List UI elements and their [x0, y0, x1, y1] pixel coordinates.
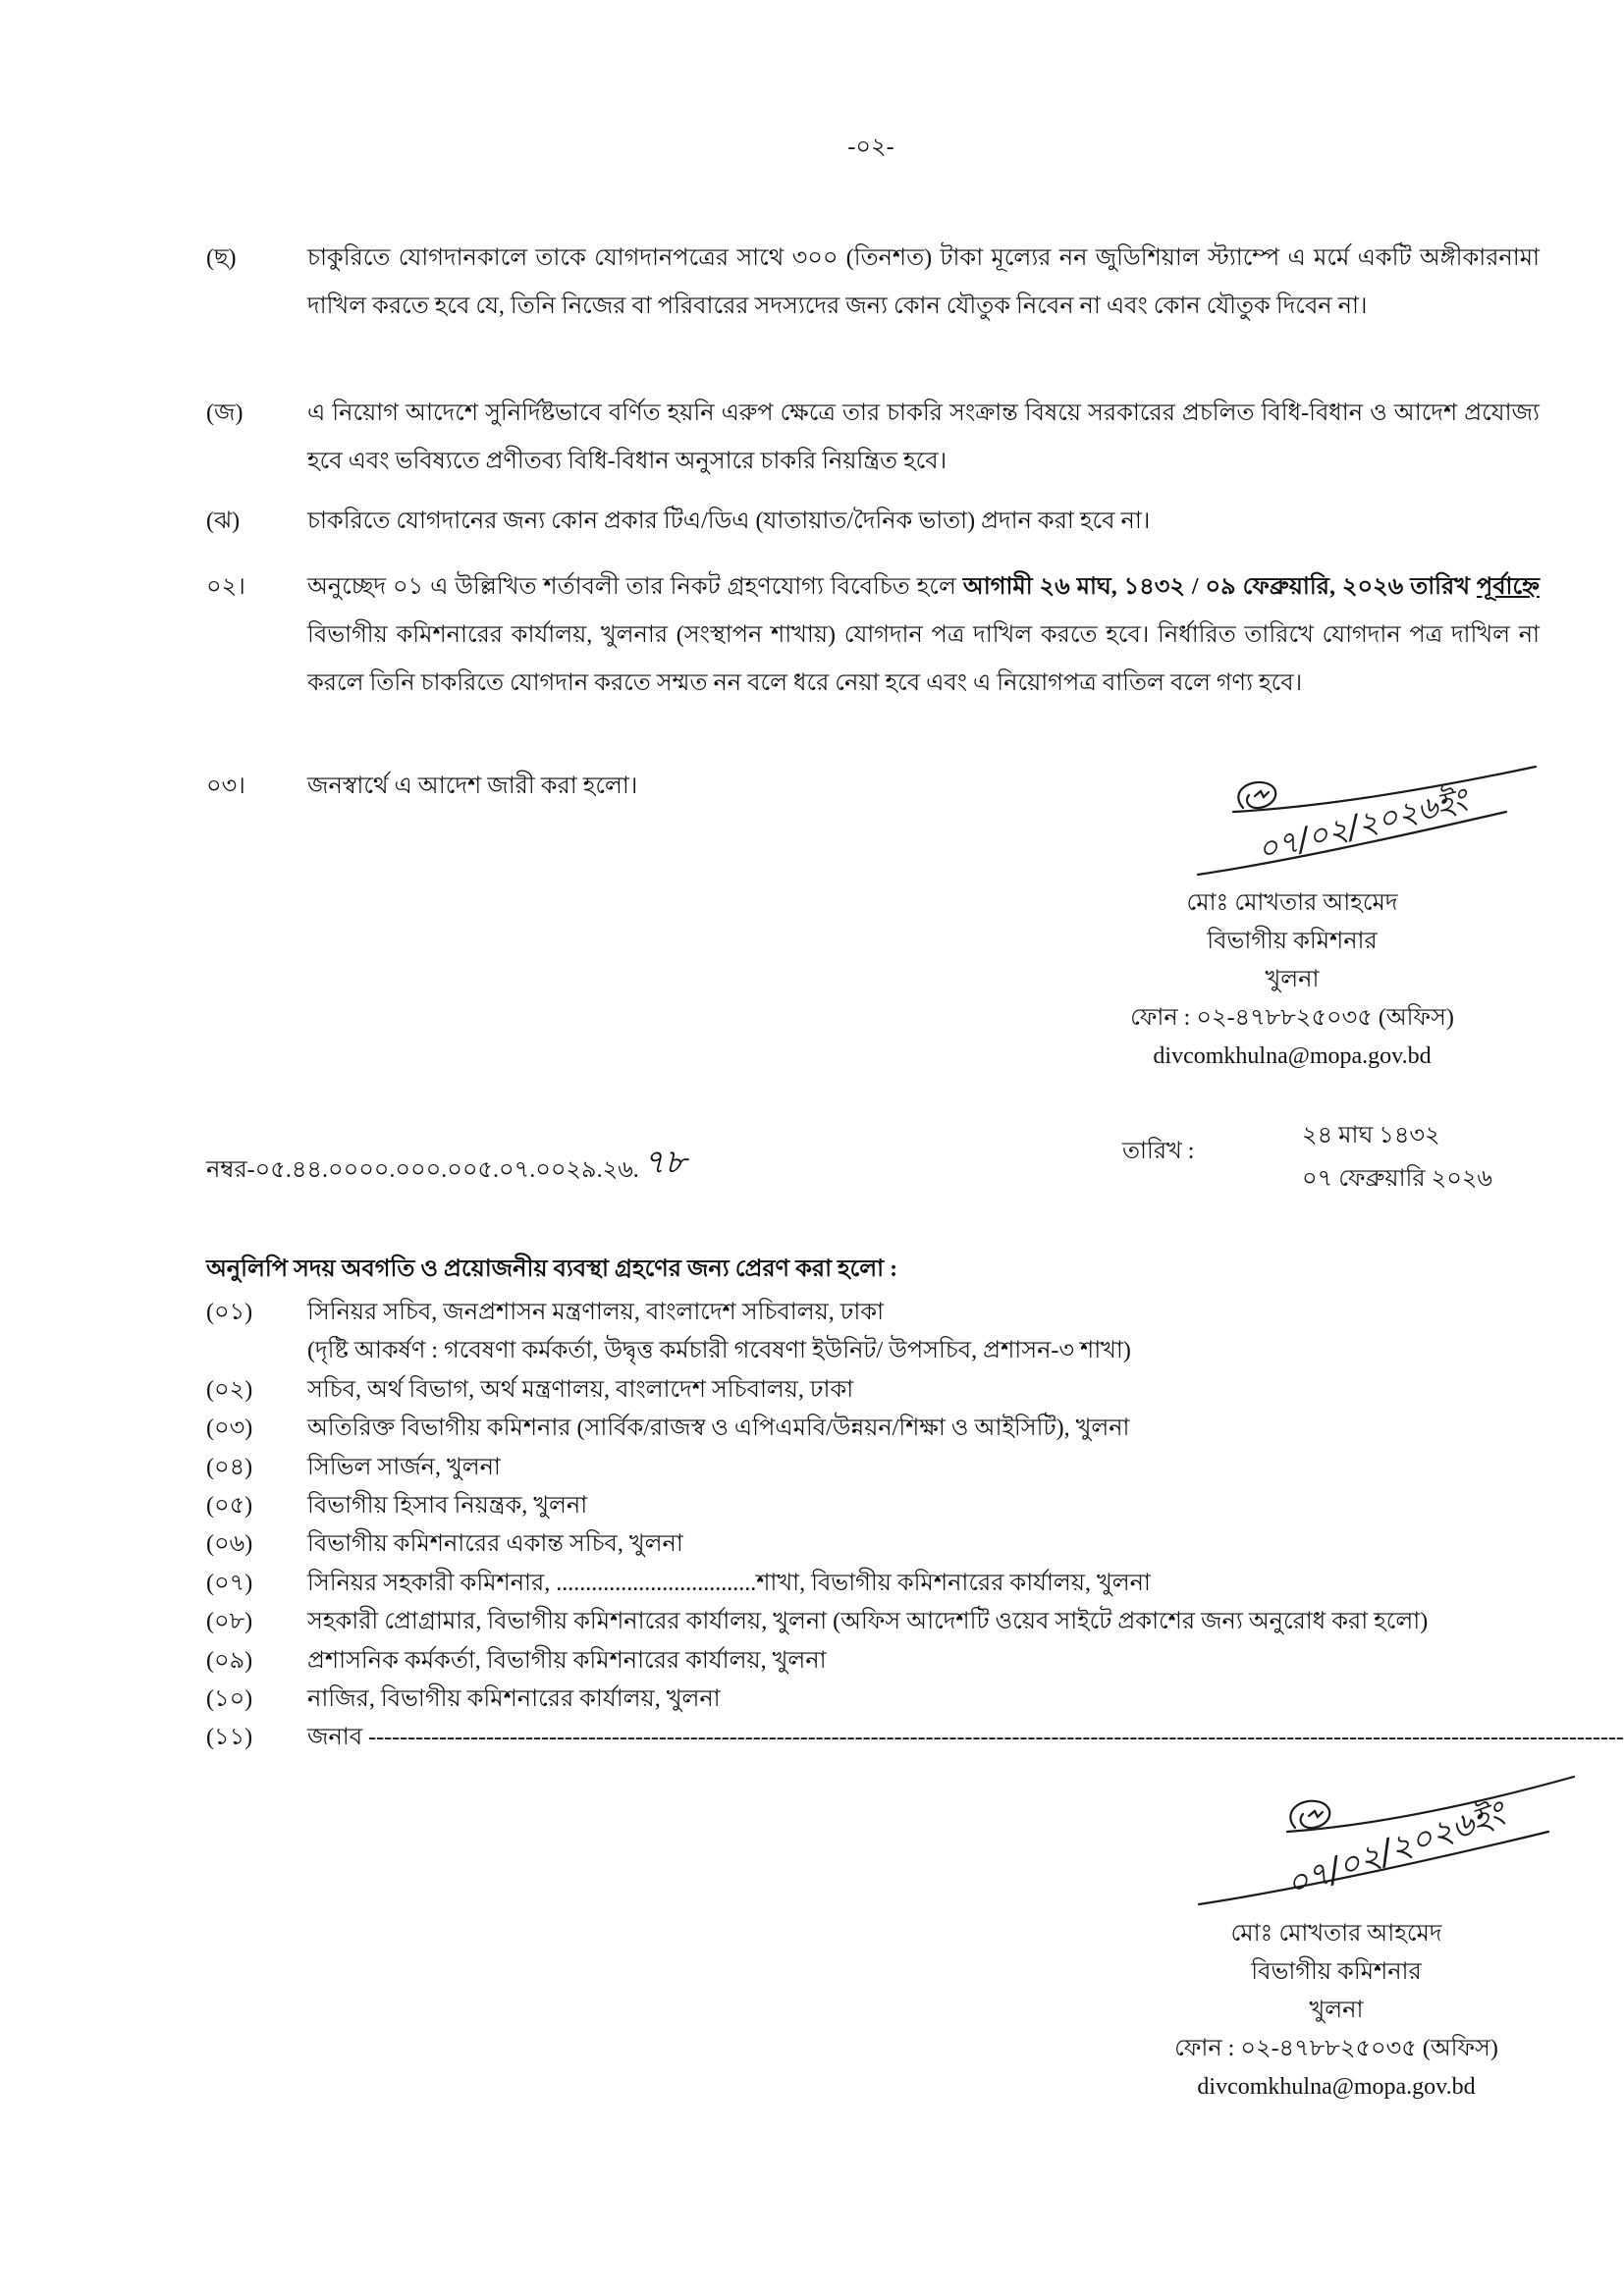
- copy-item-blank-line: ----------------------------------------------------------------------------------------------------------------------------------------------------------------: [368, 1725, 1624, 1751]
- copy-item-text: সিনিয়র সচিব, জনপ্রশাসন মন্ত্রণালয়, বাংলাদেশ সচিবালয়, ঢাকা: [307, 1300, 885, 1325]
- condition-text: এ নিয়োগ আদেশে সুনির্দিষ্টভাবে বর্ণিত হয়নি এরুপ ক্ষেত্রে তার চাকরি সংক্রান্ত বিষয়ে সরকারের প্রচলিত বিধি-বিধান ও আদেশ প্রযোজ্য হবে এবং ভবিষ্যতে প্রণীতব্য বিধি-বিধান অনুসারে চাকরি নিয়ন্ত্রিত হবে।: [307, 400, 1540, 474]
- signatory-phone: ফোন : ০২-৪৭৮৮২৫০৩৫ (অফিস): [1130, 1005, 1454, 1031]
- page-number: -০২-: [847, 134, 894, 160]
- copy-item-label: (০৮): [206, 1609, 253, 1635]
- condition-label: (জ): [206, 400, 244, 426]
- copy-item-label: (০৪): [206, 1454, 253, 1480]
- copy-item: [206, 1371, 1540, 1410]
- copy-item-label: (০১): [206, 1300, 253, 1325]
- copy-item-label: (০৫): [206, 1493, 253, 1520]
- copy-item-text: প্রশাসনিক কর্মকর্তা, বিভাগীয় কমিশনারের কার্যালয়, খুলনা: [307, 1647, 827, 1674]
- joining-deadline-date: আগামী ২৬ মাঘ, ১৪৩২ / ০৯ ফেব্রুয়ারি, ২০২৬ তারিখ: [962, 574, 1477, 600]
- copy-item: [206, 1603, 1540, 1641]
- signature-loop: [1238, 782, 1275, 808]
- copy-item-text: সিভিল সার্জন, খুলনা: [307, 1454, 501, 1480]
- signatory-location: খুলনা: [1309, 1998, 1364, 2023]
- copy-item-label: (১১): [206, 1725, 253, 1751]
- signatory-designation: বিভাগীয় কমিশনার: [1251, 1959, 1422, 1985]
- memo-date-label: তারিখ :: [1122, 1139, 1195, 1164]
- signatory-location: খুলনা: [1265, 967, 1320, 992]
- signature-2-block: [1110, 1915, 1562, 2107]
- signature-1-mark: [1190, 751, 1553, 883]
- signature-handwritten-date: ০৭/০২/২০২৬ইং: [1253, 780, 1471, 869]
- paragraph-text-rest: বিভাগীয় কমিশনারের কার্যালয়, খুলনার (সংস্থাপন শাখায়) যোগদান পত্র দাখিল করতে হবে। নির্ধারিত তারিখে যোগদান পত্র দাখিল না করলে তিনি চাকরিতে যোগদান করতে সম্মত নন বলে ধরে নেয়া হবে এবং এ নিয়োগপত্র বাতিল বলে গণ্য হবে।: [307, 622, 1540, 696]
- copy-item: [206, 1525, 1540, 1564]
- signature-2-mark: [1193, 1765, 1586, 1912]
- memo-date: [1302, 1114, 1492, 1201]
- paragraph-label: ০২।: [206, 574, 245, 600]
- signature-loop: [1290, 1801, 1329, 1828]
- copy-item: [206, 1449, 1540, 1487]
- copy-item-body: [307, 1719, 1624, 1757]
- paragraph-text: জনস্বার্থে এ আদেশ জারী করা হলো।: [307, 774, 638, 799]
- condition-text: চাকরিতে যোগদানের জন্য কোন প্রকার টিএ/ডিএ (যাতায়াত/দৈনিক ভাতা) প্রদান করা হবে না।: [307, 508, 1151, 534]
- signatory-name: মোঃ মোখতার আহমেদ: [1186, 890, 1398, 916]
- condition-item: [206, 235, 1540, 331]
- signature-1-block: [1066, 884, 1518, 1076]
- joining-deadline-time: [1477, 574, 1540, 600]
- signatory-email: divcomkhulna@mopa.gov.bd: [1197, 2074, 1476, 2100]
- paragraph-02: [206, 563, 1540, 708]
- memo-number-text: নম্বর-০৫.৪৪.০০০০.০০০.০০৫.০৭.০০২৯.২৬.: [206, 1157, 639, 1183]
- joining-deadline-time-text: পূর্বাহ্নে: [1476, 574, 1541, 600]
- copy-item-label: (০৬): [206, 1531, 253, 1558]
- copy-item-label: (১০): [206, 1686, 253, 1713]
- signatory-name: মোঃ মোখতার আহমেদ: [1230, 1921, 1442, 1947]
- signatory-designation: বিভাগীয় কমিশনার: [1207, 929, 1378, 954]
- paragraph-label: ০৩।: [206, 774, 245, 799]
- memo-date-bangla: ২৪ মাঘ ১৪৩২: [1302, 1123, 1440, 1148]
- copy-item-note: (দৃষ্টি আকর্ষণ : গবেষণা কর্মকর্তা, উদ্বৃত্ত কর্মচারী গবেষণা ইউনিট/ উপসচিব, প্রশাসন-৩ শাখা): [307, 1338, 1131, 1364]
- copy-item: [206, 1487, 1540, 1525]
- memo-number: [206, 1143, 686, 1194]
- copy-item-text: বিভাগীয় হিসাব নিয়ন্ত্রক, খুলনা: [307, 1493, 588, 1520]
- paragraph-text-intro: অনুচ্ছেদ ০১ এ উল্লিখিত শর্তাবলী তার নিকট গ্রহণযোগ্য বিবেচিত হলে: [307, 574, 963, 600]
- copy-item: [206, 1294, 1540, 1371]
- signature-handwritten-date: ০৭/০২/২০২৬ইং: [1280, 1793, 1510, 1905]
- copy-item-label: (০৭): [206, 1570, 253, 1596]
- copy-item-text: নাজির, বিভাগীয় কমিশনারের কার্যালয়, খুলনা: [307, 1686, 721, 1713]
- memo-date-english: ০৭ ফেব্রুয়ারি ২০২৬: [1302, 1166, 1493, 1192]
- paragraph-text: [307, 563, 1540, 708]
- copy-item-label: (০৯): [206, 1647, 253, 1674]
- copy-item-text: বিভাগীয় কমিশনারের একান্ত সচিব, খুলনা: [307, 1531, 683, 1558]
- copy-item-label: (০২): [206, 1376, 253, 1403]
- condition-text: চাকুরিতে যোগদানকালে তাকে যোগদানপত্রের সাথে ৩০০ (তিনশত) টাকা মূল্যের নন জুডিশিয়াল স্ট্যাম্পে এ মর্মে একটি অঙ্গীকারনামা দাখিল করতে হবে যে, তিনি নিজের বা পরিবারের সদস্যদের জন্য কোন যৌতুক নিবেন না এবং কোন যৌতুক দিবেন না।: [307, 245, 1540, 319]
- signatory-email: divcomkhulna@mopa.gov.bd: [1153, 1043, 1432, 1069]
- copies-heading: অনুলিপি সদয় অবগতি ও প্রয়োজনীয় ব্যবস্থা গ্রহণের জন্য প্রেরণ করা হলো :: [206, 1256, 898, 1282]
- copy-item-text: সিনিয়র সহকারী কমিশনার, ..................................শাখা, বিভাগীয় কমিশনারের কার্যালয়, খুলনা: [307, 1570, 1151, 1596]
- condition-item: [206, 390, 1540, 486]
- copy-item: [206, 1719, 1624, 1757]
- memo-handwritten-serial: ৭৮: [642, 1143, 686, 1182]
- copy-item: [206, 1642, 1540, 1681]
- signatory-phone: ফোন : ০২-৪৭৮৮২৫০৩৫ (অফিস): [1174, 2036, 1498, 2061]
- condition-label: (ঝ): [206, 508, 241, 534]
- copies-list: [206, 1294, 1624, 1758]
- copy-item-body: [307, 1294, 1540, 1371]
- copy-item-text: সহকারী প্রোগ্রামার, বিভাগীয় কমিশনারের কার্যালয়, খুলনা (অফিস আদেশটি ওয়েব সাইটে প্রকাশের জন্য অনুরোধ করা হলো): [307, 1609, 1429, 1635]
- condition-label: (ছ): [206, 245, 237, 271]
- copy-item-label: (০৩): [206, 1415, 253, 1442]
- copy-item-text: সচিব, অর্থ বিভাগ, অর্থ মন্ত্রণালয়, বাংলাদেশ সচিবালয়, ঢাকা: [307, 1376, 854, 1403]
- condition-item: [206, 498, 1540, 546]
- copy-item: [206, 1410, 1540, 1448]
- copy-item: [206, 1565, 1540, 1603]
- copy-item-text: অতিরিক্ত বিভাগীয় কমিশনার (সার্বিক/রাজস্ব ও এপিএমবি/উন্নয়ন/শিক্ষা ও আইসিটি), খুলনা: [307, 1415, 1130, 1442]
- copy-item-text: জনাব: [307, 1725, 363, 1751]
- copy-item: [206, 1681, 1540, 1719]
